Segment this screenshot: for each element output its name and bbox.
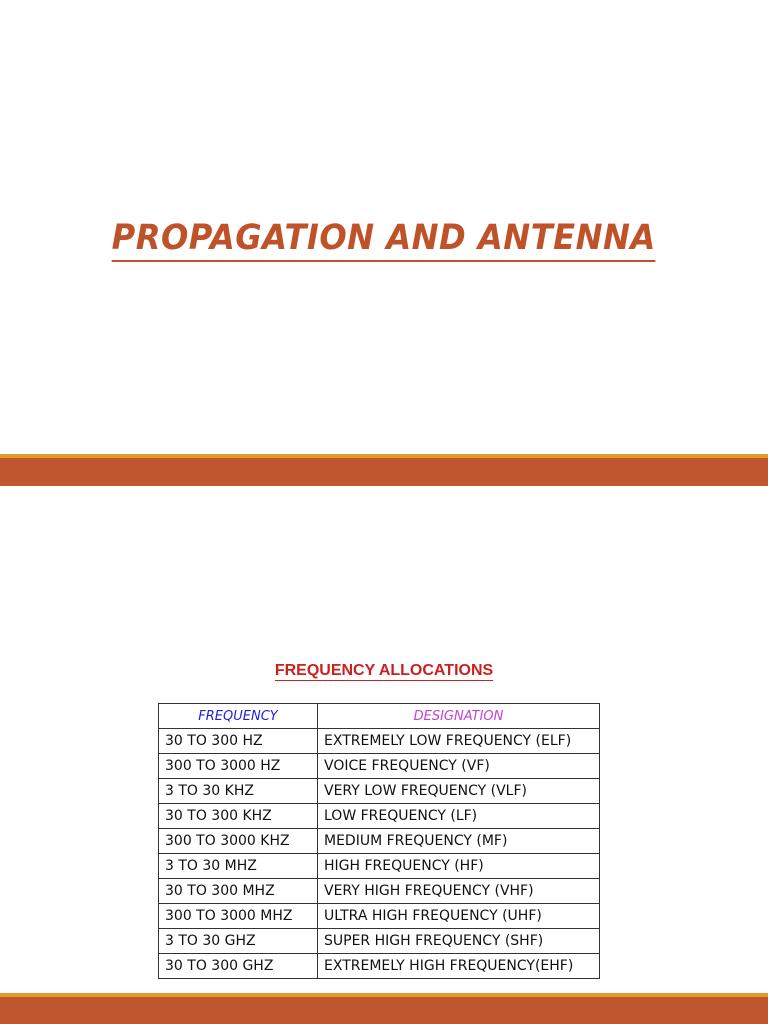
- designation-cell: VOICE FREQUENCY (VF): [318, 754, 600, 779]
- frequency-cell: 30 TO 300 HZ: [159, 729, 318, 754]
- frequency-cell: 3 TO 30 GHZ: [159, 929, 318, 954]
- column-header-frequency: FREQUENCY: [159, 704, 318, 729]
- frequency-cell: 30 TO 300 KHZ: [159, 804, 318, 829]
- divider-bar-bottom: [0, 997, 768, 1024]
- frequency-cell: 30 TO 300 MHZ: [159, 879, 318, 904]
- frequency-cell: 300 TO 3000 HZ: [159, 754, 318, 779]
- designation-cell: LOW FREQUENCY (LF): [318, 804, 600, 829]
- table-row: [159, 954, 600, 979]
- designation-cell: HIGH FREQUENCY (HF): [318, 854, 600, 879]
- table-header-row: [159, 704, 600, 729]
- slide-title: [0, 218, 768, 262]
- column-header-designation: DESIGNATION: [318, 704, 600, 729]
- frequency-cell: 300 TO 3000 MHZ: [159, 904, 318, 929]
- section-heading-text: FREQUENCY ALLOCATIONS: [274, 662, 494, 679]
- table-row: [159, 754, 600, 779]
- table-row: [159, 804, 600, 829]
- slide-title-text: PROPAGATION AND ANTENNA: [112, 218, 656, 262]
- frequency-cell: 300 TO 3000 KHZ: [159, 829, 318, 854]
- designation-cell: SUPER HIGH FREQUENCY (SHF): [318, 929, 600, 954]
- table-row: [159, 829, 600, 854]
- designation-cell: MEDIUM FREQUENCY (MF): [318, 829, 600, 854]
- table-row: [159, 854, 600, 879]
- table-row: [159, 729, 600, 754]
- designation-cell: ULTRA HIGH FREQUENCY (UHF): [318, 904, 600, 929]
- section-heading: [0, 655, 768, 682]
- frequency-cell: 3 TO 30 KHZ: [159, 779, 318, 804]
- frequency-cell: 3 TO 30 MHZ: [159, 854, 318, 879]
- designation-cell: VERY LOW FREQUENCY (VLF): [318, 779, 600, 804]
- table-row: [159, 904, 600, 929]
- divider-bar-top: [0, 458, 768, 486]
- designation-cell: EXTREMELY LOW FREQUENCY (ELF): [318, 729, 600, 754]
- table-row: [159, 879, 600, 904]
- frequency-cell: 30 TO 300 GHZ: [159, 954, 318, 979]
- table-row: [159, 779, 600, 804]
- designation-cell: EXTREMELY HIGH FREQUENCY(EHF): [318, 954, 600, 979]
- table-row: [159, 929, 600, 954]
- designation-cell: VERY HIGH FREQUENCY (VHF): [318, 879, 600, 904]
- frequency-allocation-table: [158, 703, 600, 979]
